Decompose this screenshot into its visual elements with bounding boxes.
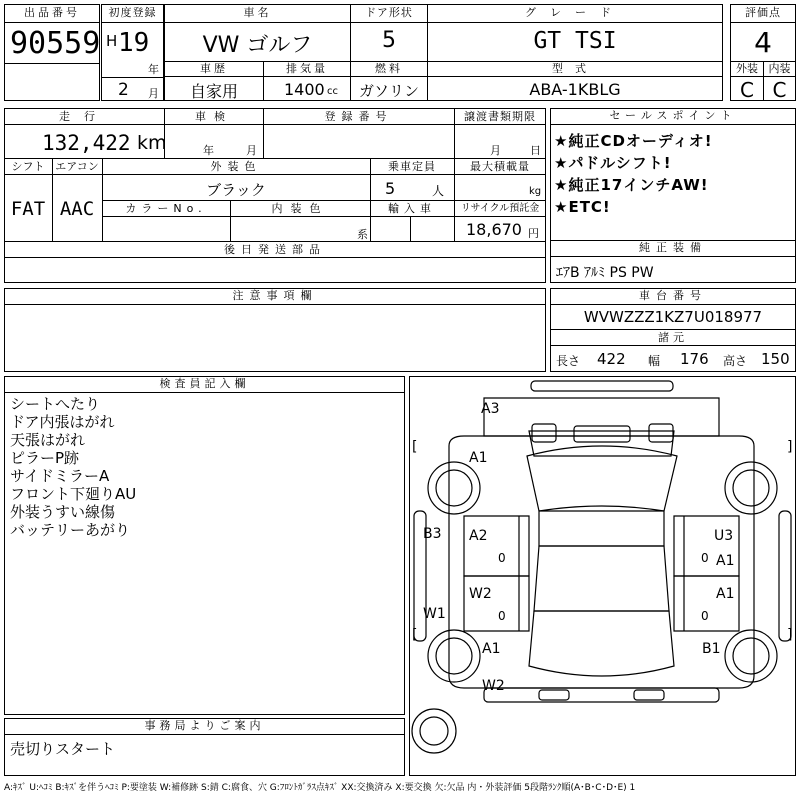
mileage: 132,422 (42, 131, 131, 155)
color-no-header: カラーNo. (125, 202, 207, 215)
model-code: ABA-1KBLG (529, 80, 621, 99)
grade: GT TSI (533, 28, 617, 54)
recycle-unit: 円 (528, 227, 539, 240)
damage-left-fender-rear: A1 (482, 641, 501, 657)
mileage-header: 走行 (59, 110, 109, 123)
oem-equip: ｴｱB ｱﾙﾐ PS PW (556, 265, 654, 281)
damage-right-rear-quarter: B1 (702, 641, 721, 657)
recycle: 18,670 (466, 220, 522, 239)
capacity-unit: 人 (432, 184, 445, 198)
damage-left-quarter: B3 (423, 526, 442, 542)
door-zero: 0 (498, 551, 506, 565)
damage-left-front-door: A2 (469, 528, 488, 544)
first-reg-month-unit: 月 (148, 87, 159, 100)
damage-left-rear-door: W2 (469, 586, 492, 602)
transfer-day-unit: 日 (530, 144, 541, 157)
inspector-note: フロント下廻りAU (10, 485, 137, 503)
inspector-note: サイドミラーA (10, 467, 110, 485)
chassis-number: WVWZZZ1KZ7U018977 (583, 308, 763, 326)
doors: 5 (382, 28, 396, 53)
spec-width-label: 幅 (648, 354, 661, 368)
shift: FAT (10, 198, 46, 220)
capacity: 5 (385, 179, 396, 198)
car-name-header: 車名 (164, 4, 351, 23)
model-code-header: 型式 (427, 61, 723, 77)
doors-header: ドア形状 (350, 4, 428, 23)
damage-left-rocker: W1 (423, 606, 446, 622)
lot-number-header: 出品番号 (4, 4, 100, 23)
sales-point: ★純正CDオーディオ! (554, 132, 713, 150)
first-reg-year: 19 (118, 28, 150, 58)
displacement-unit: cc (327, 86, 338, 97)
first-reg-header: 初度登録 (101, 4, 164, 23)
first-reg-month: 2 (118, 80, 129, 100)
shift-header: シフト (11, 160, 45, 173)
damage-right-rear-door: A1 (716, 586, 735, 602)
sales-point: ★ETC! (554, 198, 611, 216)
history: 自家用 (189, 82, 238, 101)
damage-hood-left: A1 (469, 450, 488, 466)
inspector-note: シートへたり (10, 395, 101, 413)
inspector-notes (10, 395, 136, 539)
bracket-right: ] (787, 439, 793, 455)
inspector-note: 天張はがれ (10, 431, 86, 449)
first-reg-year-unit: 年 (148, 63, 159, 76)
exterior-grade-header: 外装 (730, 61, 764, 77)
inspection-month-unit: 月 (246, 144, 257, 157)
int-color-header: 内装色 (271, 202, 329, 215)
office-notes: 売切りスタート (10, 740, 116, 758)
sales-point: ★純正17インチAW! (554, 176, 709, 194)
ext-color-header: 外装色 (210, 160, 262, 173)
bracket-right: ] (787, 627, 793, 643)
inspector-header: 検査員記入欄 (4, 376, 405, 393)
first-reg-era: H (106, 32, 118, 50)
chassis-header: 車台番号 (550, 288, 796, 305)
damage-right-front-door: A1 (716, 553, 735, 569)
sales-points-header: セールスポイント (550, 108, 796, 125)
aircon: AAC (59, 198, 95, 220)
lot-number: 90559 (10, 26, 101, 61)
displacement-header: 排気量 (263, 61, 351, 77)
spec-length: 422 (597, 350, 626, 368)
damage-right-u: U3 (714, 528, 734, 544)
exterior-grade: C (740, 78, 754, 102)
max-load-unit: kg (529, 186, 542, 197)
displacement: 1400 (284, 80, 325, 99)
parts-later-header: 後日発送部品 (224, 243, 326, 256)
sales-points-list (554, 130, 794, 218)
damage-roof: A3 (481, 401, 500, 417)
damage-left-rear: W2 (482, 678, 505, 694)
bracket-left: [ (412, 439, 418, 455)
aircon-header: エアコン (55, 160, 99, 173)
spec-length-label: 長さ (556, 354, 581, 368)
ext-color: ブラック (206, 181, 266, 199)
mileage-unit: km (137, 132, 167, 154)
spec-height-label: 高さ (723, 354, 748, 368)
score: 4 (754, 26, 772, 59)
inspector-note: バッテリーあがり (10, 521, 131, 539)
transfer-month-unit: 月 (490, 144, 501, 157)
interior-grade-header: 内装 (763, 61, 796, 77)
reg-no-header: 登録番号 (324, 110, 393, 123)
bracket-left: [ (412, 627, 418, 643)
spec-height: 150 (761, 350, 790, 368)
import-header: 輸入車 (388, 202, 436, 215)
oem-equip-header: 純正装備 (550, 240, 796, 257)
fuel: ガソリン (358, 82, 419, 100)
int-color-suffix: 系 (357, 228, 368, 241)
inspection-header: 車検 (195, 110, 233, 123)
spec-width: 176 (680, 350, 709, 368)
office-header: 事務局よりご案内 (4, 718, 405, 735)
max-load-header: 最大積載量 (470, 160, 530, 173)
fuel-header: 燃料 (350, 61, 428, 77)
transfer-docs-header: 譲渡書類期限 (464, 110, 536, 123)
door-zero: 0 (701, 551, 709, 565)
inspector-note: ピラーP跡 (10, 449, 80, 467)
inspection-year-unit: 年 (203, 144, 214, 157)
history-header: 車歴 (164, 61, 264, 77)
score-header: 評価点 (730, 4, 796, 23)
car-name: VW ゴルフ (202, 33, 313, 58)
notes-header: 注意事項欄 (4, 288, 546, 305)
inspector-note: ドア内張はがれ (10, 413, 115, 431)
footer-legend: A:ｷｽﾞ U:ﾍｺﾐ B:ｷｽﾞを伴うﾍｺﾐ P:要塗装 W:補修跡 S:錆 C:腐食、穴 G:ﾌﾛﾝﾄｶﾞﾗｽ点ｷｽﾞ XX:交換済み X:要交換 欠:欠品 内・外装評価 5段階ﾗﾝｸ順(A･B･C･D･E) 1 (4, 783, 636, 793)
door-zero: 0 (701, 609, 709, 623)
grade-header: グレード (427, 4, 723, 23)
capacity-header: 乗車定員 (388, 160, 436, 173)
door-zero: 0 (498, 609, 506, 623)
interior-grade: C (772, 78, 787, 102)
sales-point: ★パドルシフト! (554, 154, 672, 172)
recycle-header: リサイクル預託金 (460, 203, 540, 214)
specs-header: 諸元 (658, 331, 688, 344)
inspector-note: 外装うすい線傷 (10, 503, 116, 521)
car-damage-diagram (409, 376, 796, 776)
